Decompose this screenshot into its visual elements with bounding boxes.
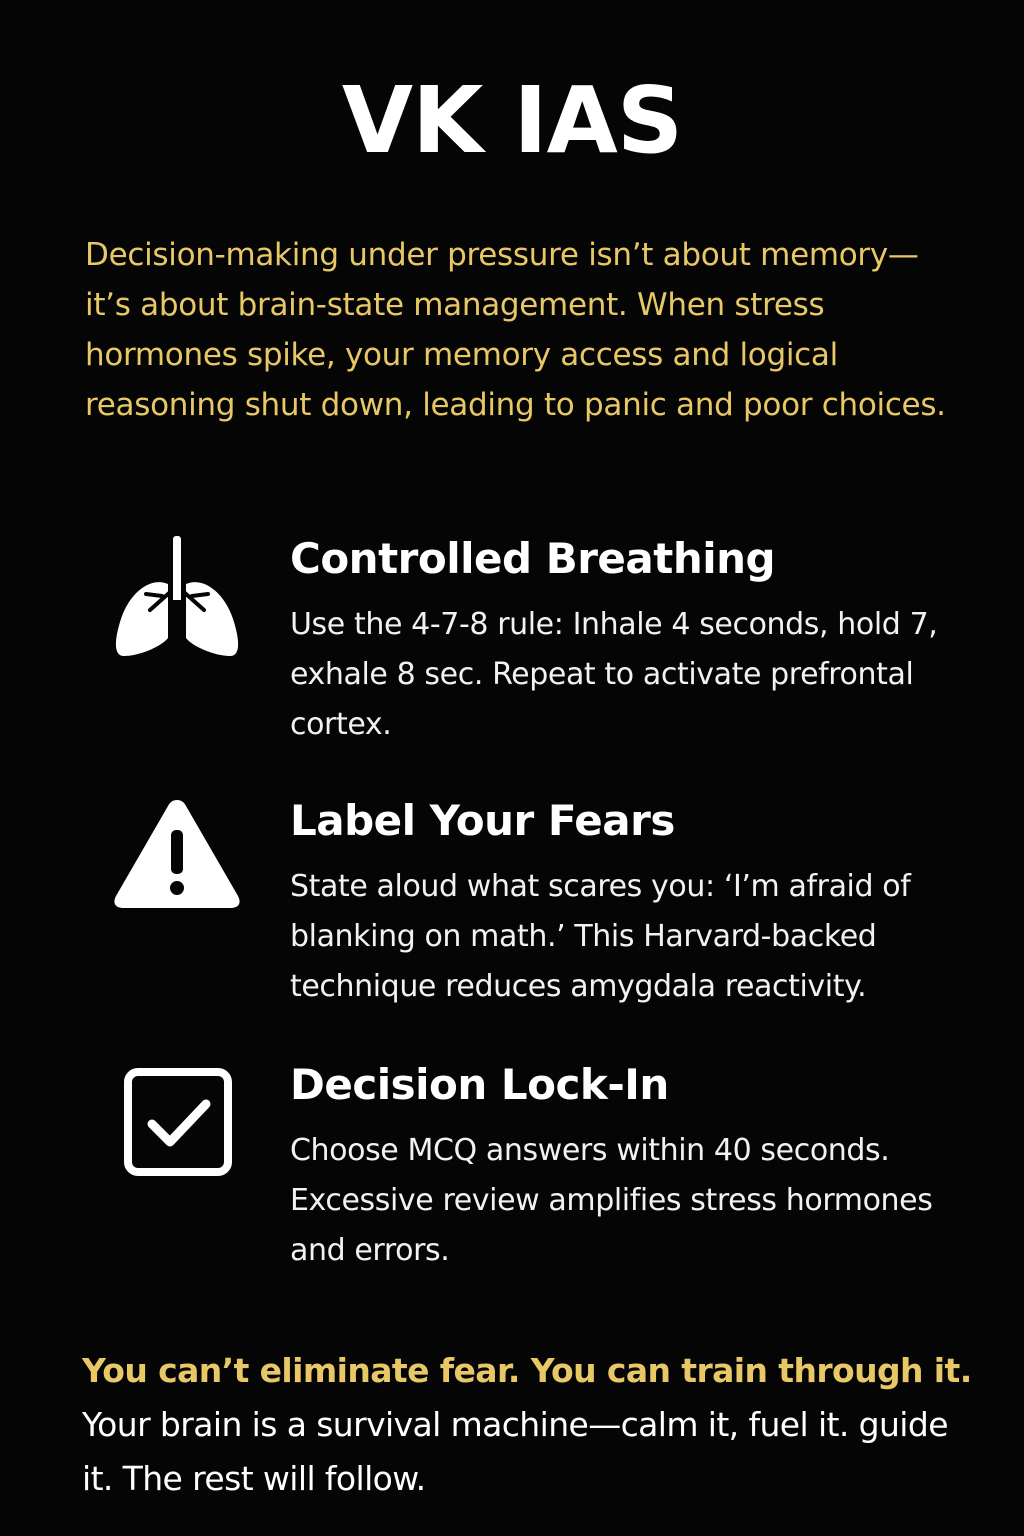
closing-paragraph (82, 1344, 982, 1506)
page-title: VK IAS (341, 67, 683, 174)
closing-text: Your brain is a survival machine—calm it, fuel it. guide it. The rest will follow. (82, 1405, 948, 1498)
tip-body: Choose MCQ answers within 40 seconds. Excessive review amplifies stress hormones and errors. (290, 1133, 933, 1268)
warning-icon (110, 796, 244, 930)
intro-paragraph: Decision-making under pressure isn’t about memory—it’s about brain-state management. When stress hormones spike, your memory access and logical reasoning shut down, leading to panic and poor choices. (85, 237, 946, 423)
tip-heading: Decision Lock-In (290, 1060, 669, 1109)
lungs-icon (110, 534, 244, 668)
checkbox-icon (110, 1064, 244, 1198)
closing-highlight: You can’t eliminate fear. You can train through it. (82, 1351, 972, 1390)
tip-body: State aloud what scares you: ‘I’m afraid of blanking on math.’ This Harvard-backed technique reduces amygdala reactivity. (290, 869, 911, 1004)
tip-heading: Controlled Breathing (290, 534, 776, 583)
tip-heading: Label Your Fears (290, 796, 675, 845)
tip-body: Use the 4-7-8 rule: Inhale 4 seconds, hold 7, exhale 8 sec. Repeat to activate prefrontal cortex. (290, 607, 938, 742)
